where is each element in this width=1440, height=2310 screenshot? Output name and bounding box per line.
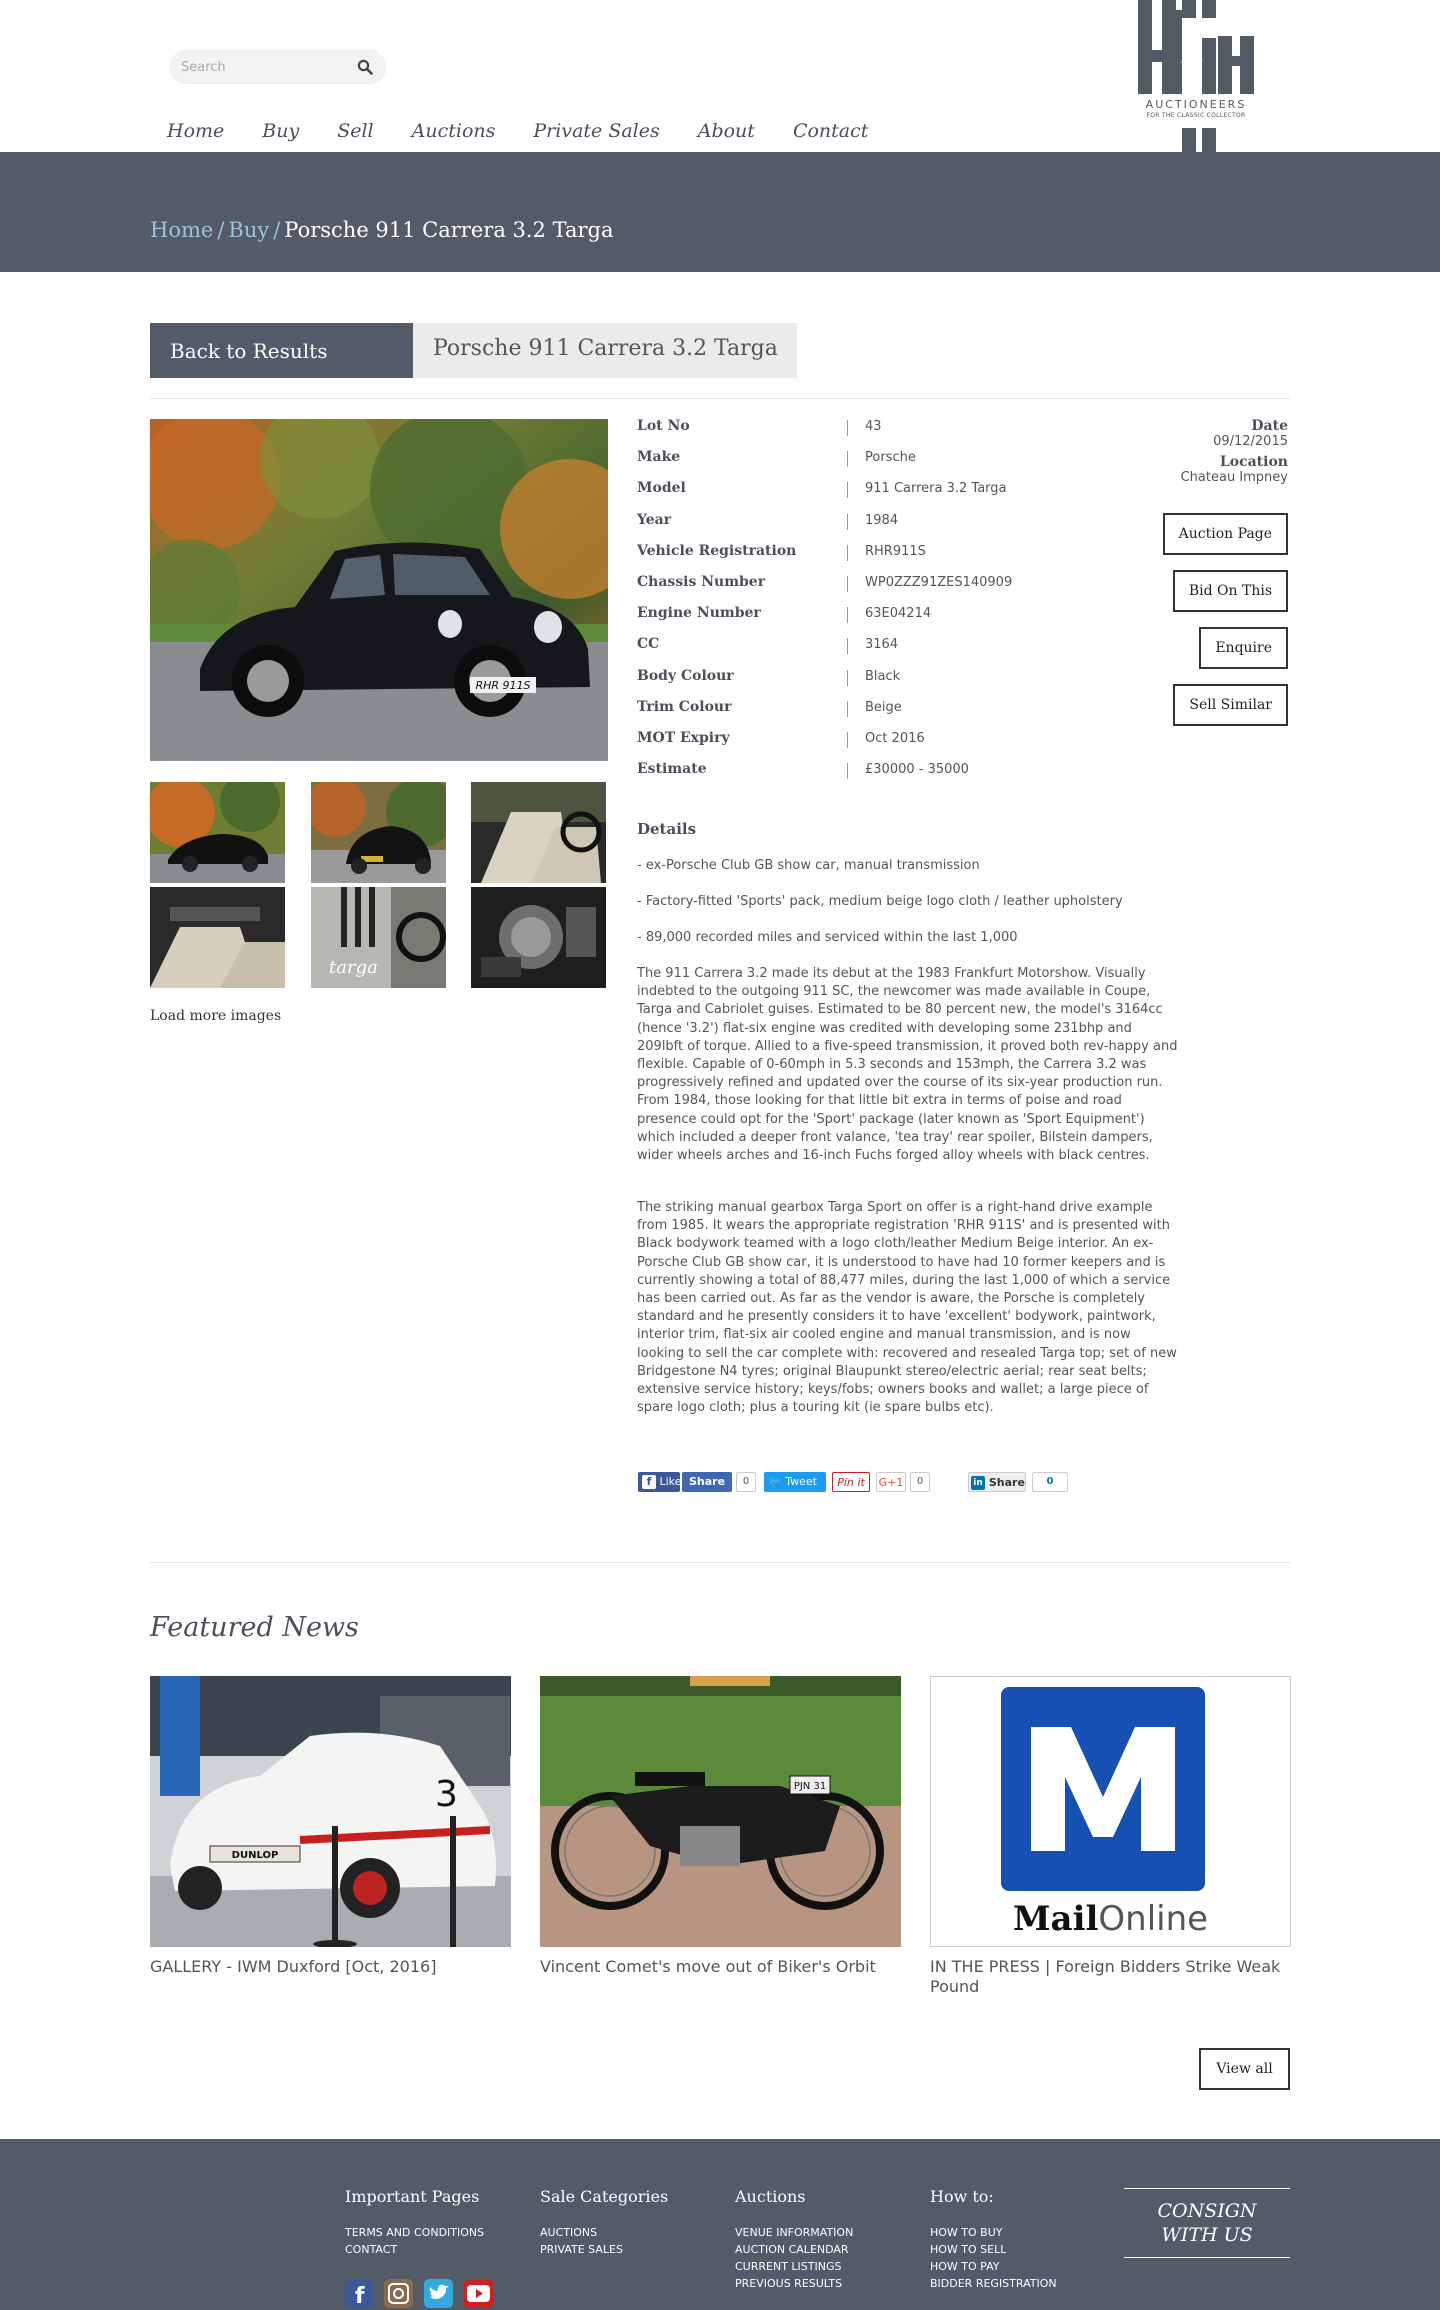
linkedin-share-button[interactable] (968, 1472, 1026, 1492)
bid-on-this-button[interactable]: Bid On This (1173, 570, 1288, 612)
news-caption[interactable]: Vincent Comet's move out of Biker's Orbit (540, 1957, 876, 1976)
news-image[interactable] (930, 1676, 1291, 1947)
footer-link[interactable]: HOW TO PAY (930, 2260, 1000, 2273)
tweet-label: Tweet (785, 1475, 817, 1488)
svg-text:f: f (355, 2284, 365, 2308)
nav-buy[interactable]: Buy (262, 120, 300, 142)
spec-value: Oct 2016 (865, 730, 925, 746)
spec-value: 1984 (865, 512, 899, 528)
linkedin-icon: in (971, 1476, 985, 1490)
spec-value: WP0ZZZ91ZES140909 (865, 574, 1013, 590)
twitter-icon[interactable] (424, 2279, 453, 2308)
spec-label: Estimate (637, 761, 707, 778)
spec-label: Engine Number (637, 605, 761, 622)
divider (847, 482, 848, 498)
divider (847, 763, 848, 779)
gallery-thumbnail[interactable] (471, 887, 606, 988)
footer-link[interactable]: AUCTIONS (540, 2226, 598, 2239)
divider (847, 670, 848, 686)
spec-row (637, 574, 1197, 605)
nav-about[interactable]: About (697, 120, 755, 142)
footer-how-to (930, 2187, 1057, 2292)
spec-label: Make (637, 449, 681, 466)
divider (847, 545, 848, 561)
sale-date: 09/12/2015 (1213, 434, 1288, 449)
nav-private-sales[interactable]: Private Sales (533, 120, 660, 142)
like-label: Like (659, 1475, 682, 1488)
spec-table (637, 418, 1197, 792)
main-nav (148, 120, 887, 142)
divider (150, 398, 1290, 399)
youtube-icon[interactable] (464, 2279, 493, 2308)
footer-link[interactable]: CURRENT LISTINGS (735, 2260, 842, 2273)
footer-link[interactable]: HOW TO BUY (930, 2226, 1003, 2239)
location-label: Location (1219, 454, 1288, 470)
featured-news-title: Featured News (150, 1612, 359, 1643)
svg-text:DUNLOP: DUNLOP (231, 1850, 279, 1861)
site-footer (0, 2139, 1440, 2310)
pin-it-button[interactable]: Pin it (832, 1472, 870, 1492)
footer-heading: How to: (930, 2187, 994, 2206)
spec-row (637, 449, 1197, 480)
spec-row (637, 512, 1197, 543)
spec-label: MOT Expiry (637, 729, 730, 746)
news-caption[interactable]: GALLERY - IWM Duxford [Oct, 2016] (150, 1957, 437, 1976)
spec-label: Body Colour (637, 667, 734, 684)
breadcrumb-separator: / (273, 218, 281, 242)
spec-value: Beige (865, 699, 902, 715)
spec-label: Chassis Number (637, 573, 766, 590)
footer-link[interactable]: PRIVATE SALES (540, 2243, 623, 2256)
search-input[interactable] (181, 57, 341, 77)
divider (847, 576, 848, 592)
google-plus-count: 0 (910, 1472, 930, 1492)
logo-auctioneers: AUCTIONEERS (1145, 98, 1247, 111)
spec-label: Year (637, 511, 672, 528)
sale-location: Chateau Impney (1180, 470, 1288, 485)
footer-link[interactable]: AUCTION CALENDAR (735, 2243, 849, 2256)
logo-and-text: AND (1181, 56, 1204, 66)
news-card[interactable] (150, 1676, 511, 1977)
footer-link[interactable]: VENUE INFORMATION (735, 2226, 854, 2239)
spec-value: 43 (865, 419, 882, 434)
facebook-like-button[interactable] (638, 1472, 680, 1492)
gallery-thumbnail[interactable] (150, 887, 285, 988)
spec-value: Porsche (865, 450, 916, 466)
enquire-button[interactable]: Enquire (1199, 627, 1288, 669)
nav-contact[interactable]: Contact (792, 120, 869, 142)
divider (847, 451, 848, 467)
back-to-results-button[interactable]: Back to Results (150, 323, 413, 378)
tweet-button[interactable] (764, 1472, 826, 1492)
search-icon[interactable] (357, 59, 373, 75)
nav-home[interactable]: Home (167, 120, 225, 142)
spec-label: CC (637, 636, 660, 653)
divider (847, 701, 848, 717)
spec-row (637, 480, 1197, 511)
footer-heading: Auctions (735, 2187, 806, 2206)
sell-similar-button[interactable]: Sell Similar (1173, 684, 1288, 726)
gallery-thumbnail[interactable] (311, 782, 446, 883)
gallery-thumbnail[interactable] (311, 887, 446, 988)
load-more-images-link[interactable]: Load more images (150, 1008, 282, 1024)
facebook-icon[interactable] (345, 2279, 374, 2308)
detail-bullet: - Factory-fitted 'Sports' pack, medium beige logo cloth / leather upholstery (637, 894, 1123, 909)
main-car-photo[interactable] (150, 419, 608, 761)
spec-value: Black (865, 668, 901, 684)
spec-row (637, 605, 1197, 636)
spec-row (637, 636, 1197, 667)
mailonline-wordmark: MailOnline (1012, 1899, 1209, 1939)
facebook-share-button[interactable]: Share (682, 1472, 732, 1492)
nav-auctions[interactable]: Auctions (411, 120, 496, 142)
details-heading: Details (637, 820, 697, 838)
instagram-icon[interactable] (384, 2279, 413, 2308)
page-banner (0, 152, 1440, 272)
spec-row (637, 543, 1197, 574)
footer-sale-categories (540, 2187, 668, 2258)
twitter-bird-icon: 🐦 (768, 1475, 782, 1488)
svg-text:RHR 911S: RHR 911S (475, 679, 531, 692)
footer-heading: Sale Categories (540, 2187, 669, 2206)
footer-link[interactable]: BIDDER REGISTRATION (930, 2277, 1057, 2290)
spec-label: Vehicle Registration (637, 542, 797, 559)
spec-value: £30000 - 35000 (865, 762, 969, 778)
site-header (0, 0, 1440, 152)
svg-text:targa: targa (329, 957, 378, 978)
spec-value: 3164 (865, 637, 899, 653)
facebook-share-count: 0 (736, 1472, 756, 1492)
sale-info (1181, 418, 1288, 486)
consign-with-us-button[interactable] (1124, 2188, 1290, 2258)
spec-value: 911 Carrera 3.2 Targa (865, 481, 1007, 497)
view-all-button[interactable]: View all (1199, 2048, 1290, 2090)
date-label: Date (1251, 418, 1288, 434)
news-card[interactable] (540, 1676, 901, 1977)
breadcrumb-separator: / (217, 218, 225, 242)
news-caption[interactable]: IN THE PRESS | Foreign Bidders Strike Weak Pound (930, 1957, 1281, 1996)
spec-row (637, 668, 1197, 699)
facebook-icon: f (642, 1475, 656, 1489)
footer-link[interactable]: HOW TO SELL (930, 2243, 1007, 2256)
news-card[interactable] (930, 1676, 1291, 1997)
logo-tagline: FOR THE CLASSIC COLLECTOR (1146, 112, 1246, 119)
detail-bullet: - 89,000 recorded miles and serviced within the last 1,000 (637, 930, 1018, 945)
footer-important-pages (345, 2187, 484, 2258)
divider (847, 732, 848, 748)
auction-page-button[interactable]: Auction Page (1163, 513, 1288, 555)
footer-link[interactable]: CONTACT (345, 2243, 398, 2256)
footer-heading: Important Pages (345, 2187, 480, 2206)
detail-paragraph: The striking manual gearbox Targa Sport on offer is a right-hand drive example from 1985. It wears the appropriate registration 'RHR 911S' and is presented with Black bodywork teamed with a logo cloth/leather Medium Beige interior. An ex-Porsche Club GB show car, it is understood to have had 10 former keepers and is currently showing a total of 88,477 miles, during the last 1,000 of which a service has been carried out. As far as the vendor is aware, the Porsche is completely standard and he presently considers it to have 'excellent' bodywork, paintwork, interior trim, flat-six air cooled engine and manual transmission, and is now looking to sell the car complete with: recovered and resealed Targa top; set of new Bridgestone N4 tyres; original Blaupunkt stereo/electric aerial; rear seat belts; extensive service history; keys/fobs; owners books and wallet; a large piece of spare logo cloth; plus a touring kit (ie spare bulbs etc). (637, 1200, 1177, 1416)
consign-line: WITH US (1161, 2224, 1253, 2246)
footer-link[interactable]: PREVIOUS RESULTS (735, 2277, 843, 2290)
spec-row (637, 761, 1197, 792)
linkedin-share-label: Share (988, 1476, 1025, 1489)
detail-paragraph: The 911 Carrera 3.2 made its debut at the 1983 Frankfurt Motorshow. Visually indebted to the outgoing 911 SC, the newcomer was made available in Coupe, Targa and Cabriolet guises. Estimated to be 80 percent new, the model's 3164cc (hence '3.2') flat-six engine was credited with developing some 231bhp and 209lbft of torque. Allied to a five-speed transmission, it proved both rev-happy and flexible. Capable of 0-60mph in 5.3 seconds and 153mph, the Carrera 3.2 was progressively refined and updated over the course of its six-year production run. From 1984, those looking for that little bit extra in terms of poise and road presence could opt for the 'Sport' package (later known as 'Sport Equipment') which included a deeper front valance, 'tea tray' rear spoiler, Bilstein dampers, wider wheels arches and 16-inch Fuchs forged alloy wheels with black centres. (637, 966, 1178, 1164)
svg-text:3: 3 (435, 1774, 458, 1815)
news-image[interactable] (150, 1676, 511, 1947)
spec-row (637, 699, 1197, 730)
spec-row (637, 418, 1197, 449)
hh-logo[interactable] (1136, 0, 1256, 152)
spec-row (637, 730, 1197, 761)
divider (847, 514, 848, 530)
svg-text:PJN 31: PJN 31 (793, 1781, 827, 1792)
divider (847, 638, 848, 654)
breadcrumb-buy[interactable]: Buy (228, 218, 270, 242)
detail-bullet: - ex-Porsche Club GB show car, manual transmission (637, 858, 980, 873)
breadcrumb-current: Porsche 911 Carrera 3.2 Targa (284, 218, 614, 242)
nav-sell[interactable]: Sell (337, 120, 374, 142)
footer-link[interactable]: TERMS AND CONDITIONS (345, 2226, 485, 2239)
consign-line: CONSIGN (1157, 2200, 1257, 2222)
mailonline-logo-icon (1001, 1687, 1205, 1891)
divider (150, 1562, 1290, 1563)
news-image[interactable] (540, 1676, 901, 1947)
footer-auctions (735, 2187, 853, 2292)
divider (847, 607, 848, 623)
lot-title-tab: Porsche 911 Carrera 3.2 Targa (413, 323, 797, 378)
linkedin-share-count: 0 (1032, 1472, 1068, 1492)
breadcrumb-home[interactable]: Home (150, 218, 214, 242)
spec-label: Lot No (637, 418, 690, 434)
breadcrumb (150, 218, 613, 242)
gallery-thumbnail[interactable] (471, 782, 606, 883)
spec-value: RHR911S (865, 543, 926, 559)
divider (847, 420, 848, 436)
spec-value: 63E04214 (865, 606, 932, 622)
spec-label: Model (637, 480, 686, 497)
gallery-thumbnail[interactable] (150, 782, 285, 883)
google-plus-button[interactable]: G+1 (876, 1472, 906, 1492)
spec-label: Trim Colour (637, 698, 732, 715)
search-box (170, 50, 386, 84)
